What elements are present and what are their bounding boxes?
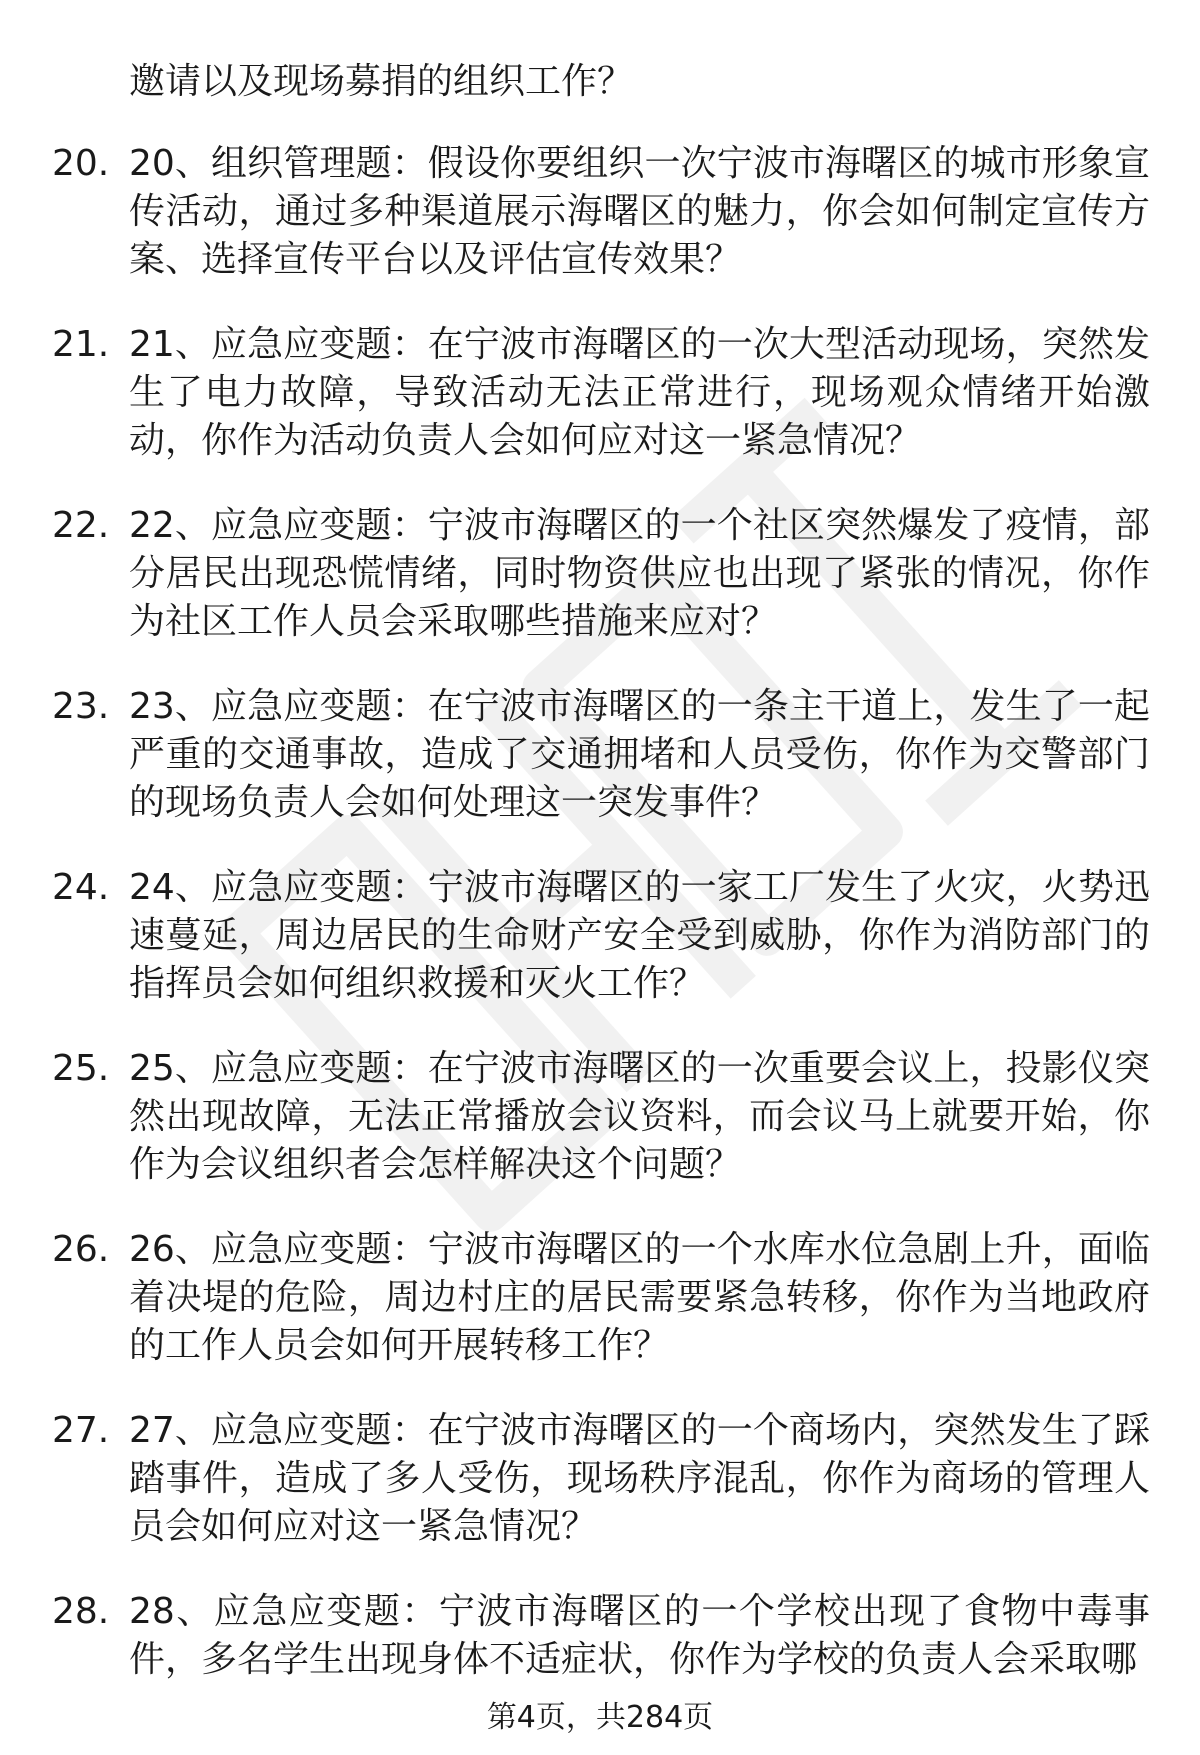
continued-question-text: 邀请以及现场募捐的组织工作？ [129, 61, 634, 102]
question-number: 25. [52, 1048, 110, 1089]
question-text: 25、应急应变题：在宁波市海曙区的一次重要会议上，投影仪突然出现故障，无法正常播放会议资料，而会议马上就要开始，你作为会议组织者会怎样解决这个问题？ [129, 1048, 1150, 1185]
question-text: 27、应急应变题：在宁波市海曙区的一个商场内，突然发生了踩踏事件，造成了多人受伤，现场秩序混乱，你作为商场的管理人员会如何应对这一紧急情况？ [129, 1410, 1150, 1547]
question-text: 21、应急应变题：在宁波市海曙区的一次大型活动现场，突然发生了电力故障，导致活动无法正常进行，现场观众情绪开始激动，你作为活动负责人会如何应对这一紧急情况？ [129, 324, 1150, 461]
question-text: 22、应急应变题：宁波市海曙区的一个社区突然爆发了疫情，部分居民出现恐慌情绪，同时物资供应也出现了紧张的情况，你作为社区工作人员会采取哪些措施来应对？ [129, 505, 1150, 642]
question-item [0, 1226, 1200, 1370]
question-number: 26. [52, 1229, 110, 1270]
question-number: 28. [52, 1591, 110, 1632]
question-item [0, 140, 1200, 284]
question-text: 23、应急应变题：在宁波市海曙区的一条主干道上，发生了一起严重的交通事故，造成了交通拥堵和人员受伤，你作为交警部门的现场负责人会如何处理这一突发事件？ [129, 686, 1150, 823]
question-item [0, 502, 1200, 646]
question-list [0, 140, 1200, 1721]
question-item [0, 1588, 1200, 1684]
question-number: 23. [52, 686, 110, 727]
question-number: 27. [52, 1410, 110, 1451]
question-number: 24. [52, 867, 110, 908]
question-text: 28、应急应变题：宁波市海曙区的一个学校出现了食物中毒事件，多名学生出现身体不适症状，你作为学校的负责人会采取哪 [129, 1591, 1150, 1680]
question-number: 21. [52, 324, 110, 365]
question-text: 24、应急应变题：宁波市海曙区的一家工厂发生了火灾，火势迅速蔓延，周边居民的生命财产安全受到威胁，你作为消防部门的指挥员会如何组织救援和灭火工作？ [129, 867, 1150, 1004]
question-number: 22. [52, 505, 110, 546]
question-number: 20. [52, 143, 110, 184]
question-item [0, 1407, 1200, 1551]
question-item [0, 321, 1200, 465]
question-item [0, 683, 1200, 827]
question-text: 26、应急应变题：宁波市海曙区的一个水库水位急剧上升，面临着决堤的危险，周边村庄的居民需要紧急转移，你作为当地政府的工作人员会如何开展转移工作？ [129, 1229, 1150, 1366]
question-item [0, 864, 1200, 1008]
page-footer: 第4页，共284页 [486, 1700, 714, 1735]
question-item [0, 1045, 1200, 1189]
question-text: 20、组织管理题：假设你要组织一次宁波市海曙区的城市形象宣传活动，通过多种渠道展示海曙区的魅力，你会如何制定宣传方案、选择宣传平台以及评估宣传效果？ [129, 143, 1150, 280]
